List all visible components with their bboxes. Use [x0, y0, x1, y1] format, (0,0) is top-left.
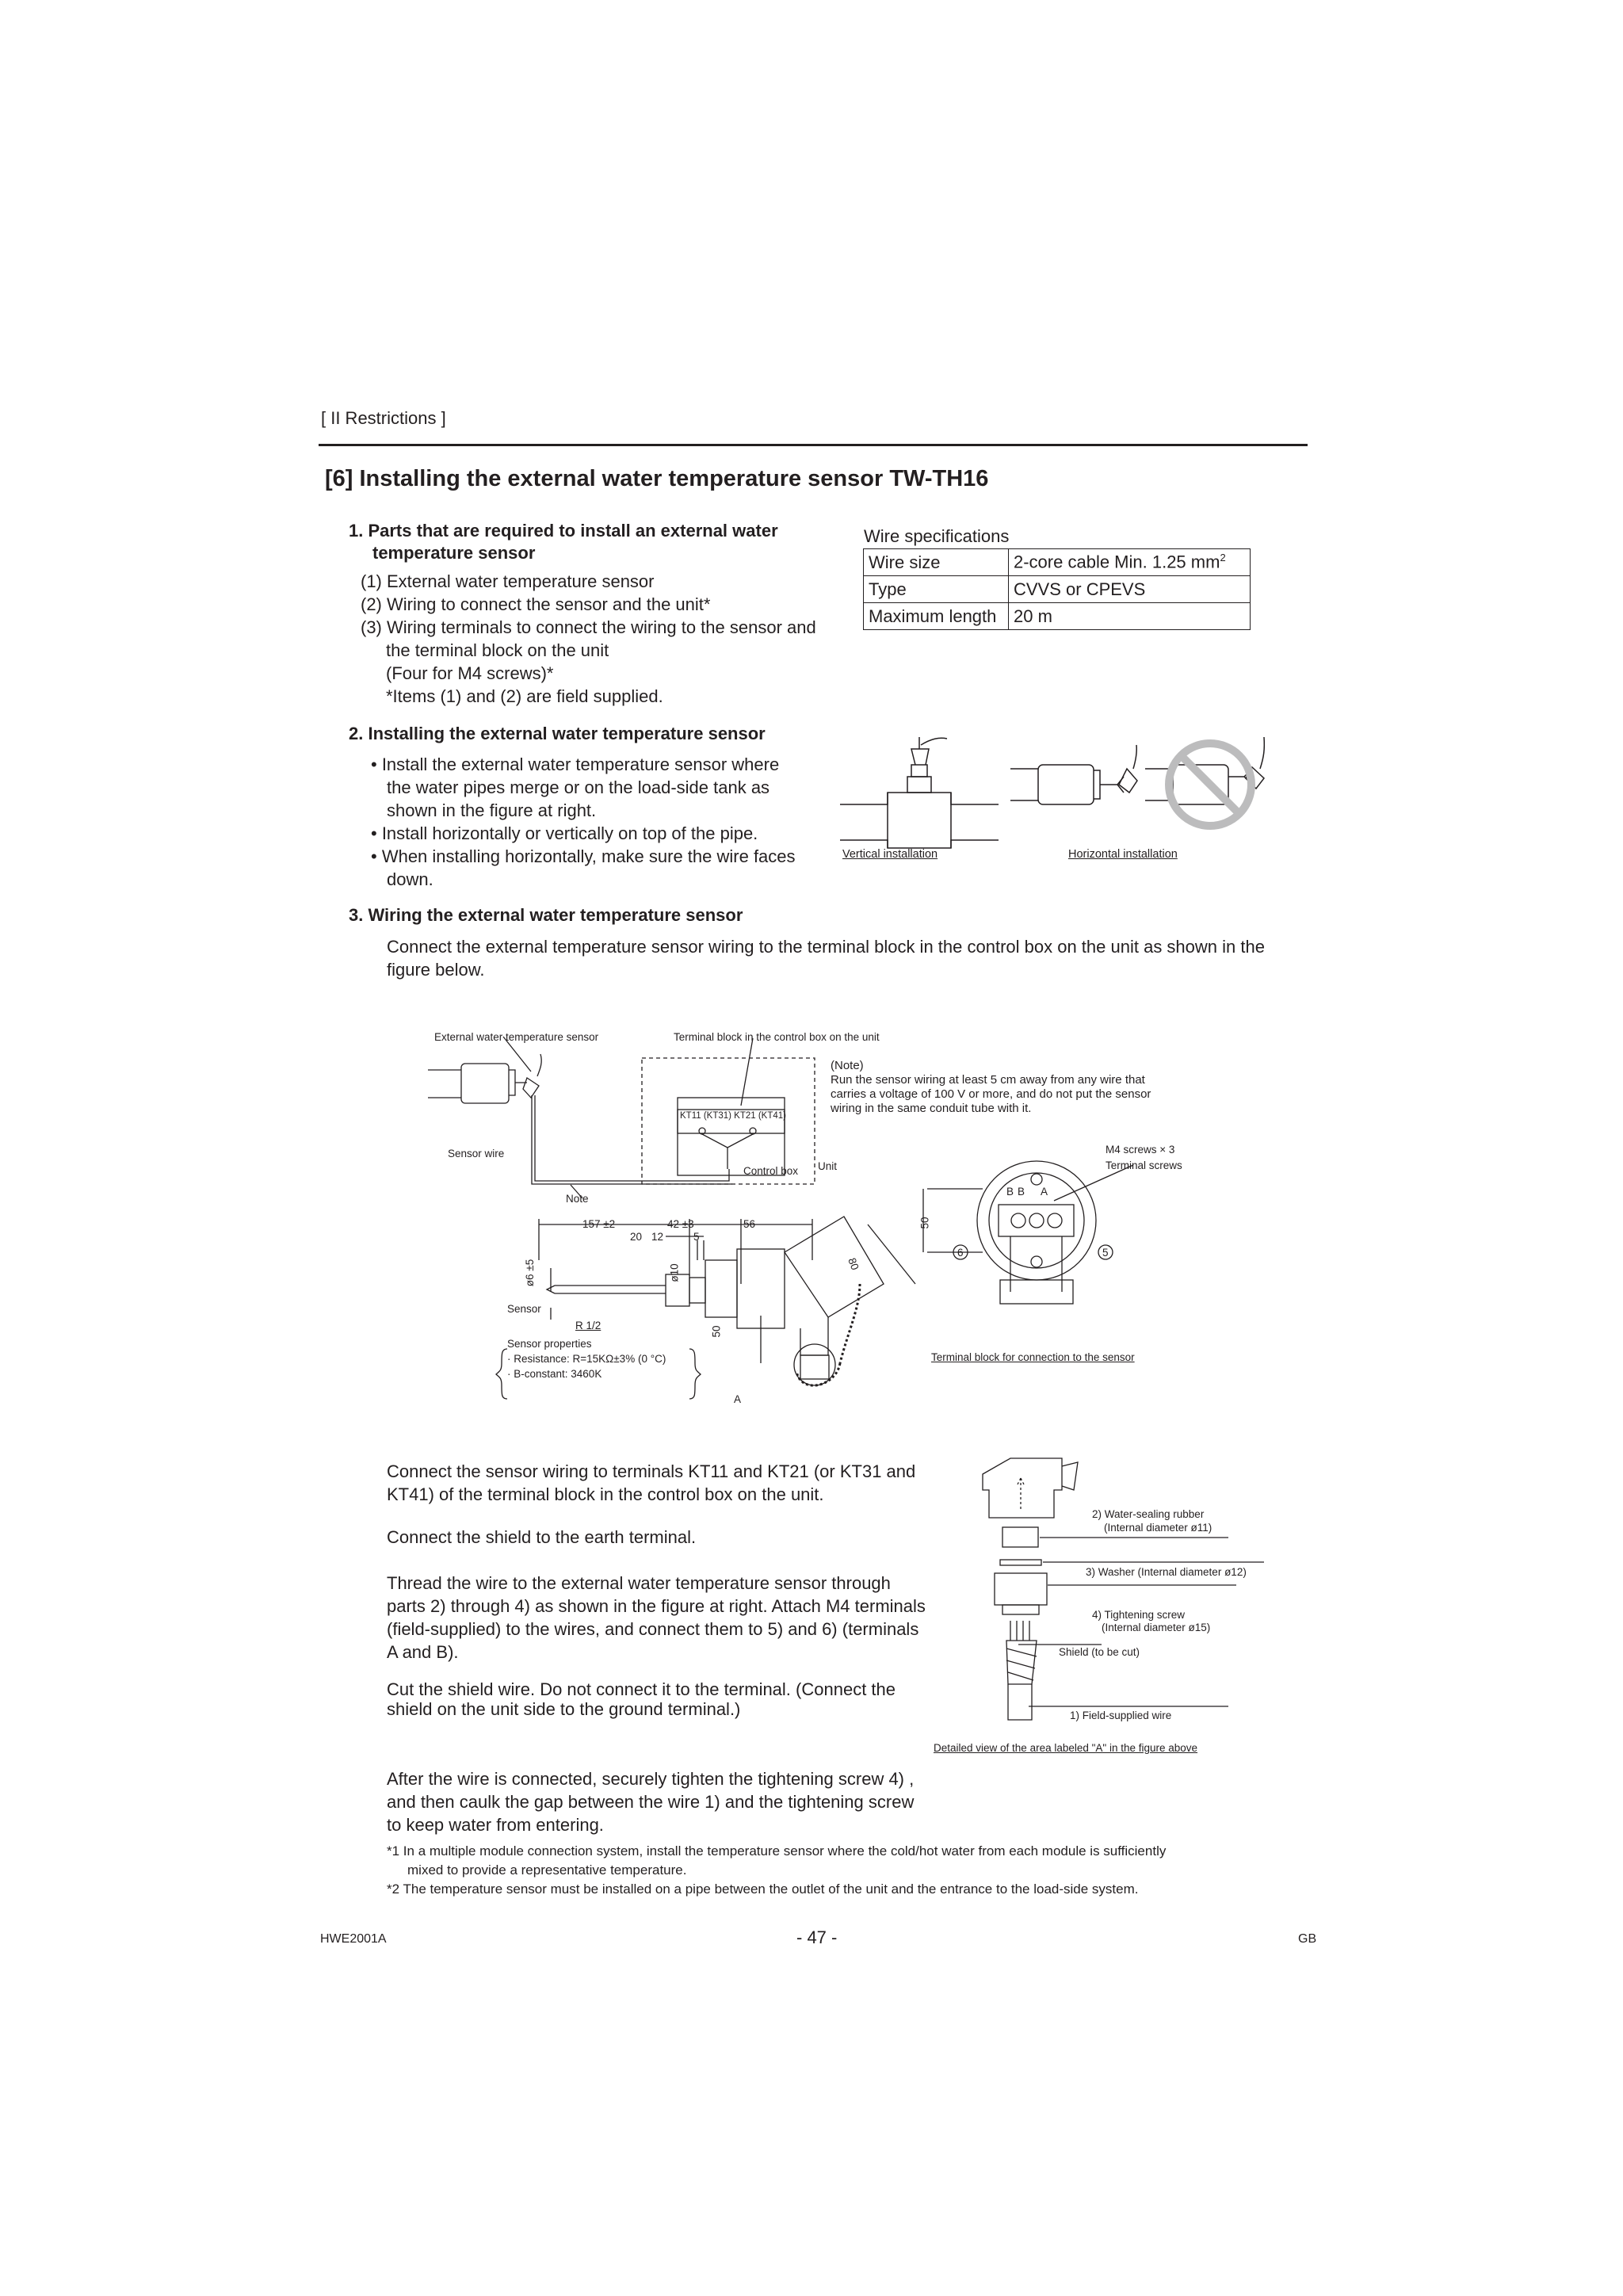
list-item: • Install the external water temperature sensor where — [371, 755, 780, 774]
part2-bullets — [371, 753, 796, 891]
note-line: carries a voltage of 100 V or more, and do not put the sensor — [831, 1087, 1151, 1101]
connect-p4 — [387, 1679, 896, 1719]
footnote-2: *2 The temperature sensor must be installed on a pipe between the outlet of the unit and the entrance to the load-side system. — [387, 1881, 1139, 1897]
dim-10: ø10 — [668, 1263, 681, 1282]
paragraph-line: Cut the shield wire. Do not connect it to the terminal. (Connect the — [387, 1679, 896, 1699]
connect-p2: Connect the shield to the earth terminal. — [387, 1527, 697, 1547]
terminal-6-label: 6 — [957, 1247, 964, 1259]
part3-intro — [387, 935, 1265, 981]
paragraph-line: A and B). — [387, 1642, 459, 1662]
terminal-block-caption: Terminal block for connection to the sensor — [931, 1351, 1135, 1363]
terminals-label: KT11 (KT31) KT21 (KT41) — [680, 1111, 786, 1121]
footnote-1-cont: mixed to provide a representative temperature. — [407, 1862, 687, 1878]
paragraph-line: After the wire is connected, securely tighten the tightening screw 4) , — [387, 1769, 915, 1789]
sensor-props-title: Sensor properties — [507, 1338, 592, 1350]
part1-heading — [349, 520, 778, 564]
connect-p1 — [387, 1460, 915, 1506]
dim-6: ø6 ±5 — [524, 1259, 537, 1287]
terminal-screws-label: Terminal screws — [1106, 1159, 1182, 1171]
table-row — [864, 603, 1251, 630]
terminal-b-label: B — [1006, 1186, 1014, 1198]
part2-heading: 2. Installing the external water temperature sensor — [349, 724, 766, 743]
paragraph-line: and then caulk the gap between the wire 1) and the tightening screw — [387, 1792, 915, 1812]
connect-p3 — [387, 1572, 926, 1664]
terminal-a-label: A — [1041, 1186, 1048, 1198]
wire-label: 1) Field-supplied wire — [1070, 1710, 1172, 1721]
note-text — [831, 1059, 1151, 1116]
part1-heading-line2: temperature sensor — [372, 543, 536, 563]
doc-code: HWE2001A — [320, 1932, 387, 1946]
section-header: [ II Restrictions ] — [321, 408, 446, 428]
dim-12: 12 — [651, 1231, 664, 1243]
paragraph-line: Connect the sensor wiring to terminals KT11 and KT21 (or KT31 and — [387, 1461, 916, 1481]
paragraph-line: KT41) of the terminal block in the control box on the unit. — [387, 1484, 824, 1504]
unit-label: Unit — [818, 1160, 838, 1172]
list-item: (3) Wiring terminals to connect the wiring to the sensor and — [361, 617, 816, 637]
screw-label-1: 4) Tightening screw — [1092, 1609, 1186, 1621]
sensor-wire-label: Sensor wire — [448, 1148, 505, 1159]
language-code: GB — [1298, 1932, 1317, 1946]
ext-sensor-label: External water temperature sensor — [434, 1031, 599, 1043]
note-line: wiring in the same conduit tube with it. — [831, 1102, 1032, 1115]
connect-p5 — [387, 1767, 914, 1836]
table-cell: CVVS or CPEVS — [1009, 576, 1251, 603]
intro-line: figure below. — [387, 960, 485, 980]
footnotes — [387, 1842, 1166, 1899]
dim-5: 5 — [693, 1231, 700, 1243]
dim-50-side: 50 — [710, 1325, 723, 1338]
list-item: the water pipes merge or on the load-side tank as — [387, 777, 770, 797]
wire-spec-caption: Wire specifications — [864, 526, 1010, 546]
control-box-label: Control box — [743, 1165, 799, 1177]
list-item: • When installing horizontally, make sure the wire faces — [371, 846, 796, 866]
page-title: [6] Installing the external water temperature sensor TW-TH16 — [325, 466, 989, 491]
paragraph-line: to keep water from entering. — [387, 1815, 604, 1835]
list-item: *Items (1) and (2) are field supplied. — [386, 686, 663, 706]
note-line: (Note) — [831, 1059, 864, 1072]
rubber-label-2: (Internal diameter ø11) — [1104, 1522, 1212, 1534]
table-cell: 20 m — [1009, 603, 1251, 630]
horizontal-installation-label: Horizontal installation — [1068, 848, 1178, 861]
table-cell: Maximum length — [864, 603, 1009, 630]
table-row — [864, 549, 1251, 576]
list-item: (Four for M4 screws)* — [386, 663, 554, 683]
table-cell — [1009, 549, 1251, 576]
list-item: down. — [387, 869, 433, 889]
cell-value: 2-core cable Min. 1.25 mm — [1014, 552, 1220, 572]
thread-r12: R 1/2 — [575, 1320, 601, 1331]
dim-56: 56 — [743, 1218, 756, 1230]
paragraph-line: (field-supplied) to the wires, and connect them to 5) and 6) (terminals — [387, 1619, 919, 1639]
part1-heading-line1: 1. Parts that are required to install an external water — [349, 521, 778, 541]
wire-spec-table — [863, 548, 1251, 630]
page-number: - 47 - — [796, 1927, 838, 1947]
table-cell: Type — [864, 576, 1009, 603]
paragraph-line: shield on the unit side to the ground terminal.) — [387, 1699, 741, 1719]
intro-line: Connect the external temperature sensor wiring to the terminal block in the control box on the unit as shown in the — [387, 937, 1265, 957]
terminal-block-label: Terminal block in the control box on the unit — [674, 1031, 880, 1043]
dim-50-top: 50 — [918, 1217, 931, 1229]
list-item: (1) External water temperature sensor — [361, 571, 655, 591]
washer-label: 3) Washer (Internal diameter ø12) — [1086, 1566, 1247, 1578]
sensor-label: Sensor — [507, 1303, 541, 1315]
sensor-prop: · B-constant: 3460K — [507, 1368, 602, 1380]
table-cell: Wire size — [864, 549, 1009, 576]
superscript: 2 — [1220, 552, 1226, 564]
screw-label-2: (Internal diameter ø15) — [1102, 1622, 1211, 1633]
shield-label: Shield (to be cut) — [1059, 1646, 1140, 1658]
terminal-5-label: 5 — [1102, 1247, 1109, 1259]
paragraph-line: parts 2) through 4) as shown in the figure at right. Attach M4 terminals — [387, 1596, 926, 1616]
detail-caption: Detailed view of the area labeled "A" in the figure above — [934, 1742, 1198, 1754]
table-row — [864, 576, 1251, 603]
detail-a-figure — [975, 1454, 1276, 1740]
list-item: shown in the figure at right. — [387, 800, 597, 820]
m4-screws-label: M4 screws × 3 — [1106, 1144, 1175, 1156]
header-rule — [319, 444, 1308, 446]
part1-list — [361, 570, 816, 708]
sensor-prop: · Resistance: R=15KΩ±3% (0 °C) — [507, 1353, 666, 1365]
dim-20: 20 — [630, 1231, 643, 1243]
list-item: (2) Wiring to connect the sensor and the unit* — [361, 594, 711, 614]
note-line: Run the sensor wiring at least 5 cm away from any wire that — [831, 1073, 1145, 1087]
part3-heading: 3. Wiring the external water temperature sensor — [349, 905, 743, 925]
footnote-1: *1 In a multiple module connection system, install the temperature sensor where the cold/hot water from each module is sufficiently — [387, 1843, 1167, 1859]
vertical-installation-label: Vertical installation — [842, 848, 938, 861]
dim-42: 42 ±3 — [667, 1218, 694, 1230]
list-item: • Install horizontally or vertically on top of the pipe. — [371, 823, 758, 843]
paragraph-line: Thread the wire to the external water temperature sensor through — [387, 1573, 891, 1593]
rubber-label-1: 2) Water-sealing rubber — [1092, 1508, 1205, 1520]
note-label: Note — [566, 1193, 589, 1205]
dim-80: 80 — [846, 1256, 861, 1272]
list-item: the terminal block on the unit — [386, 640, 609, 660]
detail-a-label: A — [734, 1393, 742, 1405]
dim-157: 157 ±2 — [582, 1218, 616, 1230]
terminal-b-label-2: B — [1018, 1186, 1025, 1198]
